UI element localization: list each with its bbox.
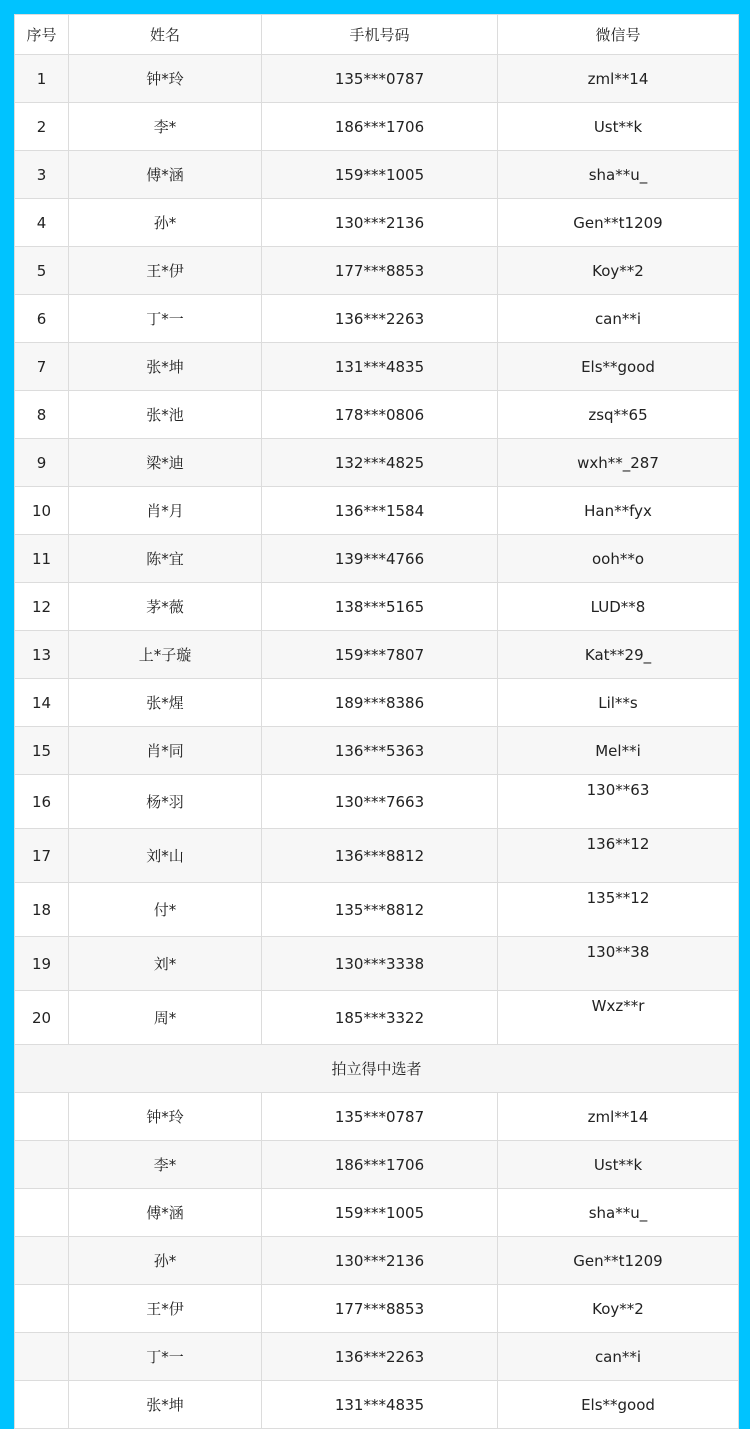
- cell-index: [15, 1285, 69, 1333]
- cell-index: 13: [15, 631, 69, 679]
- header-wechat: 微信号: [498, 15, 739, 55]
- cell-name: 孙*: [69, 199, 262, 247]
- cell-wechat: Els**good: [498, 1381, 739, 1429]
- cell-index: 16: [15, 775, 69, 829]
- cell-name: 茅*薇: [69, 583, 262, 631]
- cell-phone: 130***2136: [262, 1237, 498, 1285]
- cell-phone: 130***2136: [262, 199, 498, 247]
- cell-phone: 186***1706: [262, 1141, 498, 1189]
- table-row: [15, 631, 739, 679]
- cell-phone: 186***1706: [262, 103, 498, 151]
- cell-index: [15, 1141, 69, 1189]
- cell-wechat: sha**u_: [498, 1189, 739, 1237]
- cell-phone: 135***0787: [262, 1093, 498, 1141]
- table-row: [15, 439, 739, 487]
- cell-index: 5: [15, 247, 69, 295]
- cell-index: [15, 1381, 69, 1429]
- section-row: [15, 1045, 739, 1093]
- table-row: [15, 775, 739, 829]
- cell-phone: 135***0787: [262, 55, 498, 103]
- cell-wechat: Gen**t1209: [498, 1237, 739, 1285]
- table-row: [15, 679, 739, 727]
- cell-name: 丁*一: [69, 1333, 262, 1381]
- table-row: [15, 937, 739, 991]
- cell-wechat: wxh**_287: [498, 439, 739, 487]
- cell-index: 8: [15, 391, 69, 439]
- cell-phone: 132***4825: [262, 439, 498, 487]
- cell-index: 4: [15, 199, 69, 247]
- cell-index: 17: [15, 829, 69, 883]
- cell-name: 钟*玲: [69, 55, 262, 103]
- table-row: [15, 487, 739, 535]
- cell-phone: 135***8812: [262, 883, 498, 937]
- cell-name: 刘*: [69, 937, 262, 991]
- cell-phone: 159***1005: [262, 1189, 498, 1237]
- cell-phone: 136***5363: [262, 727, 498, 775]
- cell-index: [15, 1333, 69, 1381]
- cell-wechat: Kat**29_: [498, 631, 739, 679]
- cell-name: 王*伊: [69, 1285, 262, 1333]
- table-row: [15, 55, 739, 103]
- cell-name: 王*伊: [69, 247, 262, 295]
- winners-list-panel: [14, 14, 738, 1414]
- cell-name: 肖*月: [69, 487, 262, 535]
- header-name: 姓名: [69, 15, 262, 55]
- cell-name: 杨*羽: [69, 775, 262, 829]
- cell-phone: 136***8812: [262, 829, 498, 883]
- cell-wechat: 130**63: [498, 775, 739, 829]
- cell-phone: 185***3322: [262, 991, 498, 1045]
- cell-wechat: Wxz**r: [498, 991, 739, 1045]
- cell-wechat: zml**14: [498, 55, 739, 103]
- cell-phone: 139***4766: [262, 535, 498, 583]
- cell-name: 刘*山: [69, 829, 262, 883]
- cell-index: [15, 1093, 69, 1141]
- cell-phone: 189***8386: [262, 679, 498, 727]
- cell-phone: 159***1005: [262, 151, 498, 199]
- cell-name: 肖*同: [69, 727, 262, 775]
- table-row: [15, 1333, 739, 1381]
- cell-name: 周*: [69, 991, 262, 1045]
- cell-wechat: Koy**2: [498, 1285, 739, 1333]
- cell-name: 张*池: [69, 391, 262, 439]
- table-row: [15, 199, 739, 247]
- cell-name: 丁*一: [69, 295, 262, 343]
- table-row: [15, 1093, 739, 1141]
- cell-phone: 138***5165: [262, 583, 498, 631]
- cell-index: 6: [15, 295, 69, 343]
- cell-phone: 131***4835: [262, 343, 498, 391]
- cell-phone: 177***8853: [262, 247, 498, 295]
- cell-name: 上*子璇: [69, 631, 262, 679]
- table-row: [15, 1237, 739, 1285]
- cell-index: 11: [15, 535, 69, 583]
- table-row: [15, 583, 739, 631]
- table-row: [15, 727, 739, 775]
- cell-phone: 130***3338: [262, 937, 498, 991]
- cell-wechat: Lil**s: [498, 679, 739, 727]
- cell-index: 15: [15, 727, 69, 775]
- cell-wechat: sha**u_: [498, 151, 739, 199]
- table-row: [15, 1141, 739, 1189]
- cell-name: 张*坤: [69, 343, 262, 391]
- table-row: [15, 535, 739, 583]
- cell-wechat: Ust**k: [498, 1141, 739, 1189]
- cell-index: 3: [15, 151, 69, 199]
- cell-wechat: Han**fyx: [498, 487, 739, 535]
- cell-index: [15, 1237, 69, 1285]
- cell-phone: 177***8853: [262, 1285, 498, 1333]
- table-row: [15, 829, 739, 883]
- cell-wechat: 130**38: [498, 937, 739, 991]
- header-index: 序号: [15, 15, 69, 55]
- table-header-row: [15, 15, 739, 55]
- table-row: [15, 991, 739, 1045]
- section-title: 拍立得中选者: [15, 1045, 739, 1093]
- cell-index: 2: [15, 103, 69, 151]
- table-row: [15, 343, 739, 391]
- cell-index: 18: [15, 883, 69, 937]
- cell-phone: 130***7663: [262, 775, 498, 829]
- cell-wechat: can**i: [498, 295, 739, 343]
- table-row: [15, 1189, 739, 1237]
- cell-wechat: 135**12: [498, 883, 739, 937]
- table-row: [15, 391, 739, 439]
- cell-name: 钟*玲: [69, 1093, 262, 1141]
- header-phone: 手机号码: [262, 15, 498, 55]
- cell-wechat: can**i: [498, 1333, 739, 1381]
- cell-name: 梁*迪: [69, 439, 262, 487]
- table-row: [15, 103, 739, 151]
- cell-wechat: zml**14: [498, 1093, 739, 1141]
- cell-name: 傅*涵: [69, 1189, 262, 1237]
- cell-name: 李*: [69, 103, 262, 151]
- cell-index: 12: [15, 583, 69, 631]
- cell-index: 14: [15, 679, 69, 727]
- cell-wechat: Ust**k: [498, 103, 739, 151]
- cell-wechat: 136**12: [498, 829, 739, 883]
- cell-index: 9: [15, 439, 69, 487]
- table-row: [15, 1381, 739, 1429]
- cell-name: 付*: [69, 883, 262, 937]
- table-row: [15, 295, 739, 343]
- cell-name: 傅*涵: [69, 151, 262, 199]
- cell-name: 陈*宜: [69, 535, 262, 583]
- cell-index: 19: [15, 937, 69, 991]
- cell-wechat: zsq**65: [498, 391, 739, 439]
- cell-wechat: ooh**o: [498, 535, 739, 583]
- cell-index: [15, 1189, 69, 1237]
- cell-phone: 136***2263: [262, 1333, 498, 1381]
- cell-phone: 178***0806: [262, 391, 498, 439]
- cell-wechat: LUD**8: [498, 583, 739, 631]
- cell-wechat: Mel**i: [498, 727, 739, 775]
- table-row: [15, 883, 739, 937]
- table-row: [15, 247, 739, 295]
- cell-phone: 136***1584: [262, 487, 498, 535]
- table-row: [15, 1285, 739, 1333]
- cell-index: 7: [15, 343, 69, 391]
- cell-wechat: Els**good: [498, 343, 739, 391]
- cell-phone: 136***2263: [262, 295, 498, 343]
- cell-wechat: Gen**t1209: [498, 199, 739, 247]
- cell-name: 张*煋: [69, 679, 262, 727]
- winners-table-body: [15, 15, 739, 1429]
- cell-index: 1: [15, 55, 69, 103]
- cell-wechat: Koy**2: [498, 247, 739, 295]
- winners-table: [14, 14, 739, 1429]
- cell-name: 张*坤: [69, 1381, 262, 1429]
- cell-name: 孙*: [69, 1237, 262, 1285]
- cell-phone: 131***4835: [262, 1381, 498, 1429]
- cell-name: 李*: [69, 1141, 262, 1189]
- cell-phone: 159***7807: [262, 631, 498, 679]
- table-row: [15, 151, 739, 199]
- cell-index: 10: [15, 487, 69, 535]
- cell-index: 20: [15, 991, 69, 1045]
